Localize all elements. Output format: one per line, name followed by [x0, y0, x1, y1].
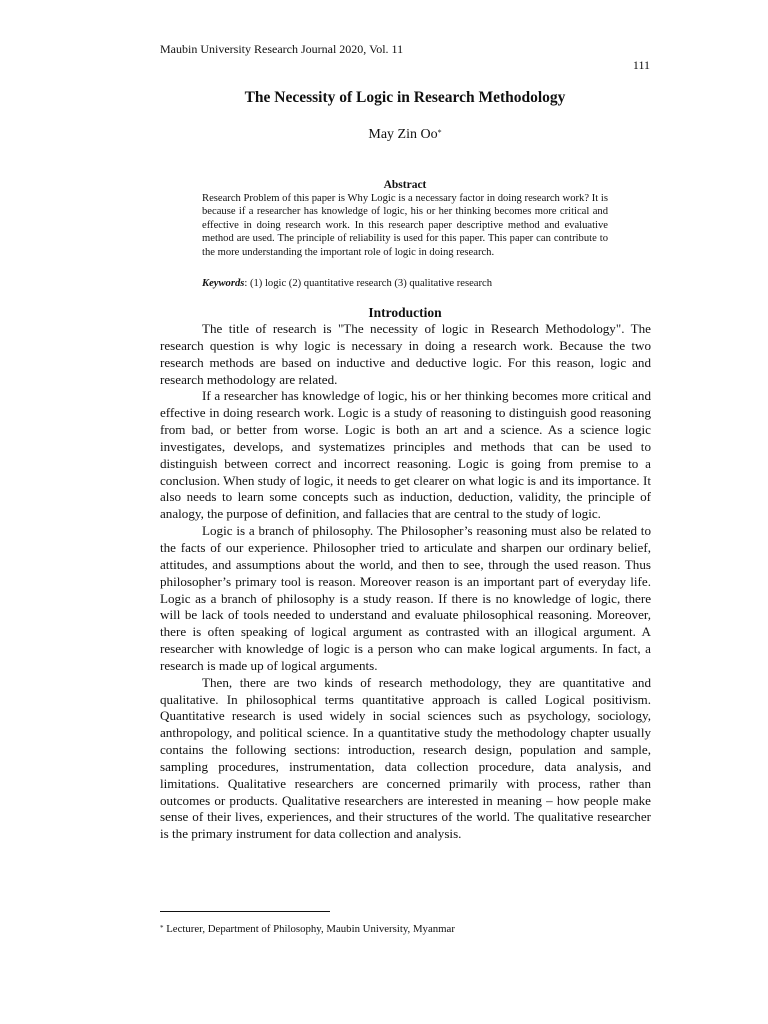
introduction-body	[160, 321, 651, 843]
paragraph: If a researcher has knowledge of logic, his or her thinking becomes more critical and effective in doing research work. Logic is a study of reasoning to distinguish good reasoning from bad, or better from worse. Logic is both an art and a science. As a science logic investigates, develops, and systematizes principles and methods that can be used to distinguish between correct and incorrect reasoning. Logic is going from premise to a conclusion. When study of logic, it needs to get clearer on what logic is and its importance. It also needs to learn some concepts such as induction, deduction, validity, the principle of analogy, the purpose of definition, and fallacies that are central to the study of logic.	[160, 388, 651, 522]
keywords-list: : (1) logic (2) quantitative research (3) qualitative research	[244, 278, 493, 289]
keywords	[202, 277, 608, 290]
abstract-body	[202, 192, 608, 259]
author	[0, 127, 768, 143]
paper-title: The Necessity of Logic in Research Methodology	[244, 89, 566, 106]
author-name: May Zin Oo	[368, 127, 438, 142]
journal-header: Maubin University Research Journal 2020, Vol. 11	[160, 42, 404, 56]
page-number: 111	[632, 58, 650, 72]
footnote-divider	[160, 911, 330, 912]
paragraph: The title of research is "The necessity of logic in Research Methodology". The research question is why logic is necessary in doing a research work. Because the two research methods are based on inductive and deductive logic. For this reason, logic and research methodology are related.	[160, 321, 651, 387]
abstract-heading: Abstract	[383, 179, 427, 191]
footnote	[160, 922, 455, 936]
footnote-mark: *	[160, 924, 164, 932]
abstract-text: Research Problem of this paper is Why Logic is a necessary factor in doing research work? It is because if a researcher has knowledge of logic, his or her thinking becomes more critical and effective in doing research work. In this research paper descriptive method and evaluative method are used. The principle of reliability is used for this paper. This paper can contribute to the more understanding the important role of logic in doing research.	[202, 193, 608, 258]
paragraph: Logic is a branch of philosophy. The Philosopher’s reasoning must also be related to the facts of our experience. Philosopher tried to articulate and sharpen our ordinary belief, attitudes, and assumptions about the world, and then to see, through the used reason. Thus philosopher’s primary tool is reason. Moreover reason is an important part of everyday life. Logic as a branch of philosophy is a study reason. If there is no knowledge of logic, there will be lack of tools needed to understand and evaluate philosophical reasoning. Moreover, there is often speaking of logical argument as contrasted with an illogical argument. A researcher with knowledge of logic is a person who can make logical arguments. In fact, a research is made up of logical arguments.	[160, 523, 651, 673]
keywords-label: Keywords	[202, 278, 245, 289]
author-footnote-mark: *	[437, 128, 442, 137]
footnote-text: Lecturer, Department of Philosophy, Maubin University, Myanmar	[163, 923, 455, 935]
paragraph: Then, there are two kinds of research methodology, they are quantitative and qualitative. In philosophical terms quantitative approach is called Logical positivism. Quantitative research is used widely in social sciences such as psychology, sociology, anthropology, and political science. In a quantitative study the methodology chapter usually contains the following sections: introduction, research design, population and sample, sampling procedures, instrumentation, data collection procedure, data analysis, and limitations. Qualitative researchers are concerned primarily with process, rather than outcomes or products. Qualitative researchers are interested in meaning – how people make sense of their lives, experiences, and their structures of the world. The qualitative researcher is the primary instrument for data collection and analysis.	[160, 674, 651, 842]
introduction-heading: Introduction	[368, 305, 442, 320]
